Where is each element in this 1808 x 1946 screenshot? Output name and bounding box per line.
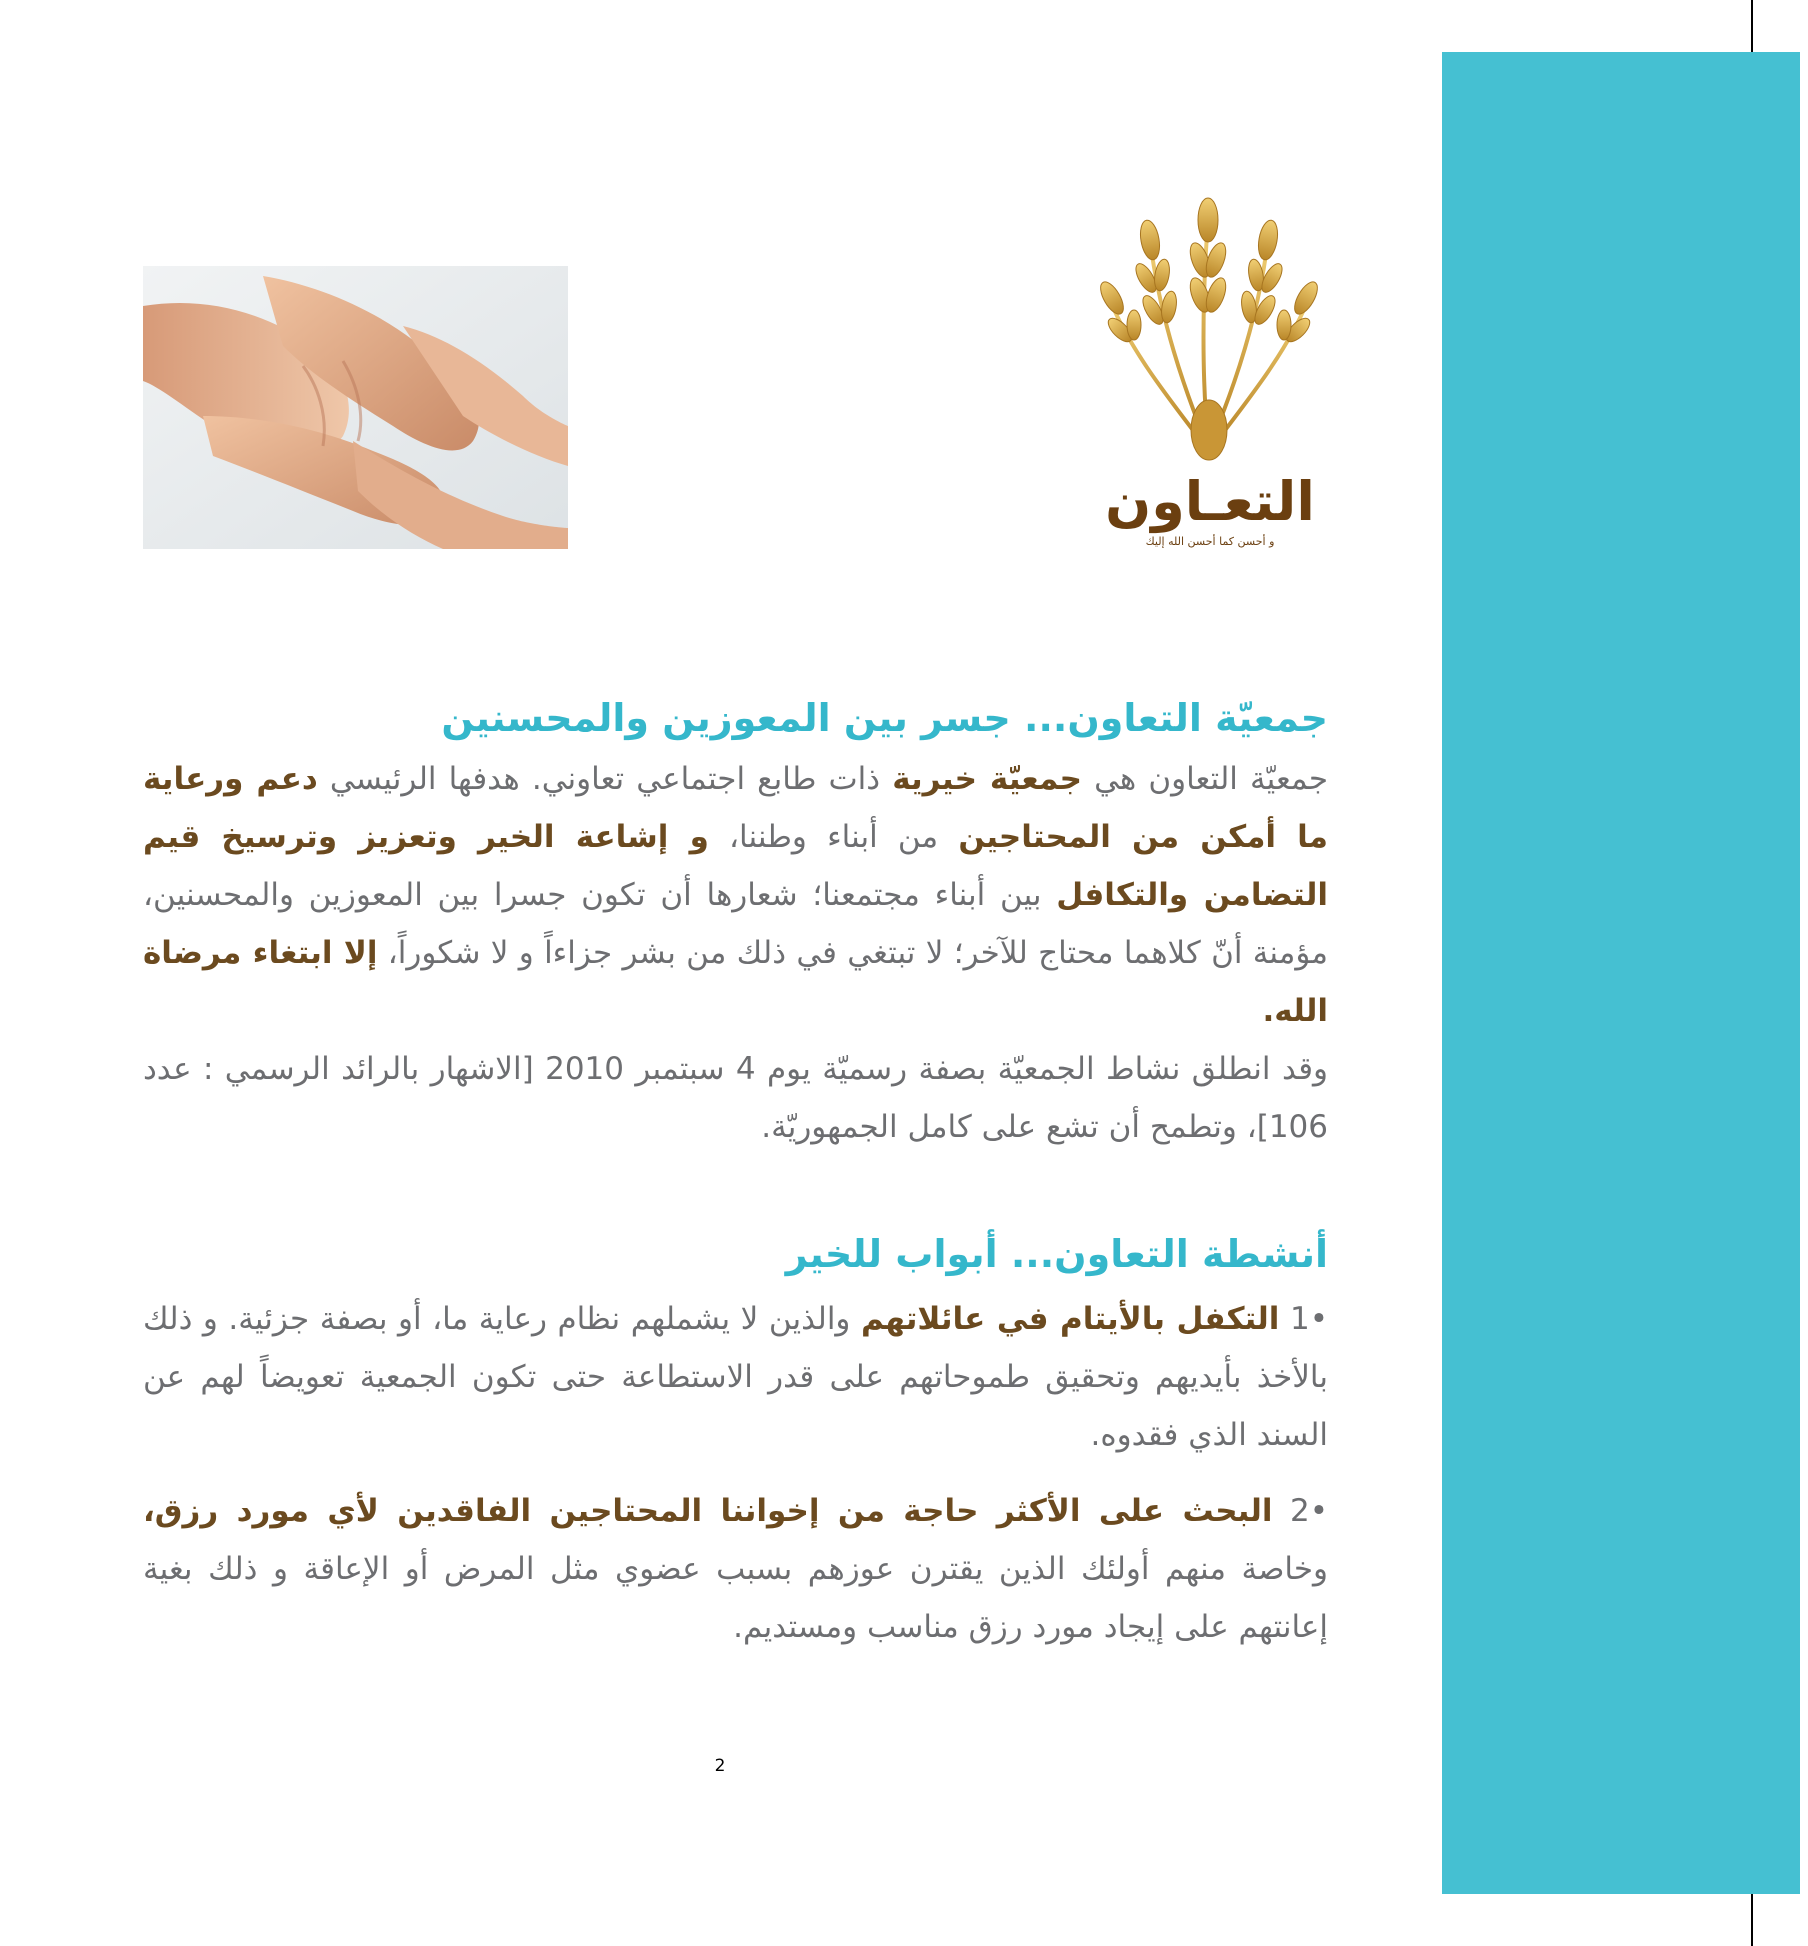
highlight-charity: جمعيّة خيرية [892, 761, 1083, 797]
item-number: •1 [1279, 1301, 1328, 1337]
about-paragraph [143, 750, 1328, 1040]
highlight-needy: البحث على الأكثر حاجة من إخواننا المحتاجين الفاقدين لأي مورد رزق، [143, 1493, 1273, 1529]
hands-photo [143, 266, 568, 549]
highlight-motto: إلا ابتغاء مرضاة الله. [143, 935, 1328, 1029]
highlight-orphans: التكفل بالأيتام في عائلاتهم [860, 1301, 1280, 1337]
page-number: 2 [714, 1756, 726, 1776]
section-heading-about: جمعيّة التعاون... جسر بين المعوزين والمحسنين [441, 696, 1328, 740]
logo-tagline: و أحسن كما أحسن الله إليك [1145, 535, 1275, 548]
association-logo [1090, 180, 1330, 560]
section-heading-activities: أنشطة التعاون... أبواب للخير [785, 1232, 1328, 1276]
highlight-values: و إشاعة الخير وتعزيز وترسيخ قيم التضامن والتكافل [143, 819, 1328, 913]
logo-text: التعـاون [1105, 470, 1315, 533]
text-run: جمعيّة التعاون هي [1082, 761, 1329, 797]
text-run: وخاصة منهم أولئك الذين يقترن عوزهم بسبب عضوي مثل المرض أو الإعاقة و ذلك بغية إعانتهم على إيجاد مورد رزق مناسب ومستديم. [143, 1551, 1328, 1645]
sidebar-band [1442, 52, 1800, 1894]
activities-text [143, 1290, 1328, 1656]
highlight-support: دعم ورعاية ما أمكن من المحتاجين [143, 761, 1329, 855]
activity-item-2 [143, 1482, 1328, 1656]
about-text [143, 750, 1328, 1156]
text-run: والذين لا يشملهم نظام رعاية ما، أو بصفة جزئية. و ذلك بالأخذ بأيديهم وتحقيق طموحاتهم على قدر الاستطاعة حتى تكون الجمعية تعويضاً لهم عن السند الذي فقدوه. [143, 1301, 1328, 1453]
activity-item-1 [143, 1290, 1328, 1464]
launch-paragraph: وقد انطلق نشاط الجمعيّة بصفة رسميّة يوم 4 سبتمبر 2010 [الاشهار بالرائد الرسمي : عدد 106]، وتطمح أن تشع على كامل الجمهوريّة. [143, 1051, 1328, 1145]
text-run: من أبناء وطننا، [708, 819, 959, 855]
item-number: •2 [1272, 1493, 1329, 1529]
text-run: بين أبناء مجتمعنا؛ شعارها أن تكون جسرا بين المعوزين والمحسنين، مؤمنة أنّ كلاهما محتاج للآخر؛ لا تبتغي في ذلك من بشر جزاءاً و لا شكوراً، [143, 877, 1328, 971]
text-run: ذات طابع اجتماعي تعاوني. هدفها الرئيسي [317, 761, 893, 797]
